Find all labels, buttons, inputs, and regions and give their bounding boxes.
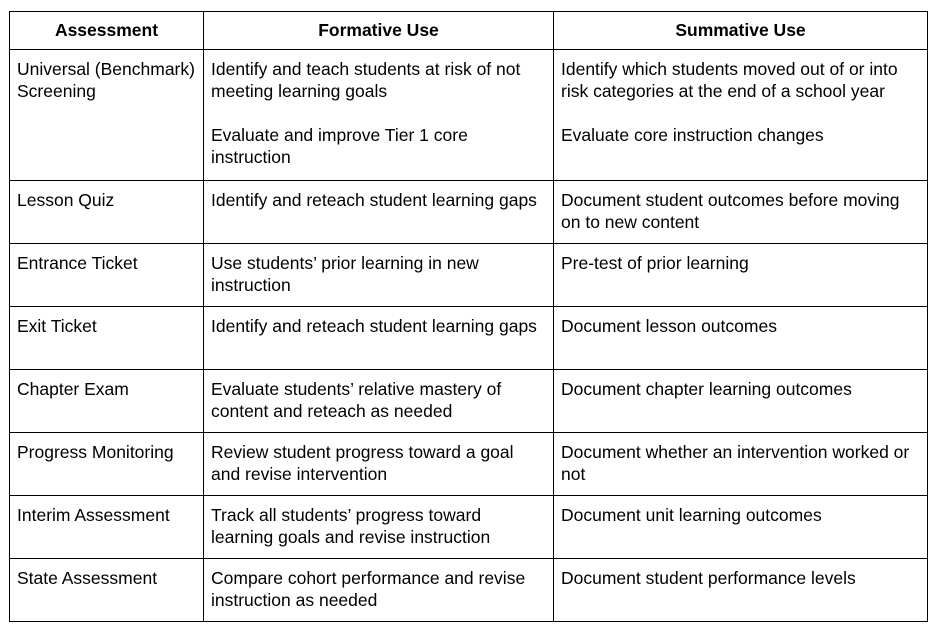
summative-text: Document student performance levels [561, 568, 856, 588]
assessment-cell [10, 307, 204, 370]
table-row [10, 559, 928, 622]
assessment-cell [10, 50, 204, 181]
assessment-cell [10, 370, 204, 433]
summative-text: Document lesson outcomes [561, 316, 777, 336]
summative-text: Document unit learning outcomes [561, 505, 822, 525]
assessment-name: Lesson Quiz [17, 190, 115, 210]
summative-cell [554, 433, 928, 496]
table-row [10, 433, 928, 496]
table-row [10, 244, 928, 307]
assessment-cell [10, 559, 204, 622]
formative-cell [204, 50, 554, 181]
header-formative-use: Formative Use [204, 12, 554, 50]
assessment-cell [10, 496, 204, 559]
formative-cell [204, 433, 554, 496]
assessment-name: Interim Assessment [17, 505, 170, 525]
assessment-cell [10, 433, 204, 496]
summative-cell [554, 496, 928, 559]
summative-cell [554, 559, 928, 622]
formative-text: Identify and reteach student learning gaps [211, 190, 537, 210]
formative-text: Evaluate and improve Tier 1 core instruction [211, 125, 468, 167]
assessment-table-container [9, 11, 927, 622]
header-assessment: Assessment [10, 12, 204, 50]
summative-cell [554, 307, 928, 370]
formative-text: Review student progress toward a goal and revise intervention [211, 442, 514, 484]
formative-text: Evaluate students’ relative mastery of content and reteach as needed [211, 379, 502, 421]
table-row [10, 307, 928, 370]
formative-cell [204, 370, 554, 433]
summative-cell [554, 181, 928, 244]
summative-text: Document student outcomes before moving on to new content [561, 190, 900, 232]
summative-cell [554, 370, 928, 433]
summative-text: Evaluate core instruction changes [561, 125, 824, 145]
assessment-cell [10, 244, 204, 307]
table-row [10, 370, 928, 433]
assessment-cell [10, 181, 204, 244]
summative-cell [554, 244, 928, 307]
formative-text: Track all students’ progress toward learning goals and revise instruction [211, 505, 491, 547]
table-row [10, 181, 928, 244]
formative-cell [204, 307, 554, 370]
summative-text: Identify which students moved out of or into risk categories at the end of a school year [561, 59, 898, 101]
summative-cell [554, 50, 928, 181]
formative-cell [204, 496, 554, 559]
header-summative-use: Summative Use [554, 12, 928, 50]
formative-cell [204, 559, 554, 622]
summative-text: Document whether an intervention worked or not [561, 442, 910, 484]
formative-text: Identify and reteach student learning gaps [211, 316, 537, 336]
formative-text: Use students’ prior learning in new instruction [211, 253, 479, 295]
assessment-name: Universal (Benchmark) Screening [17, 59, 195, 101]
assessment-name: Exit Ticket [17, 316, 97, 336]
assessment-name: Progress Monitoring [17, 442, 174, 462]
assessment-uses-table [9, 11, 928, 622]
table-header-row [10, 12, 928, 50]
summative-text: Document chapter learning outcomes [561, 379, 852, 399]
assessment-name: State Assessment [17, 568, 158, 588]
formative-text: Compare cohort performance and revise instruction as needed [211, 568, 526, 610]
assessment-name: Entrance Ticket [17, 253, 138, 273]
formative-cell [204, 181, 554, 244]
summative-text: Pre-test of prior learning [561, 253, 749, 273]
formative-cell [204, 244, 554, 307]
table-row [10, 496, 928, 559]
assessment-name: Chapter Exam [17, 379, 129, 399]
formative-text: Identify and teach students at risk of not meeting learning goals [211, 59, 521, 101]
table-row [10, 50, 928, 181]
